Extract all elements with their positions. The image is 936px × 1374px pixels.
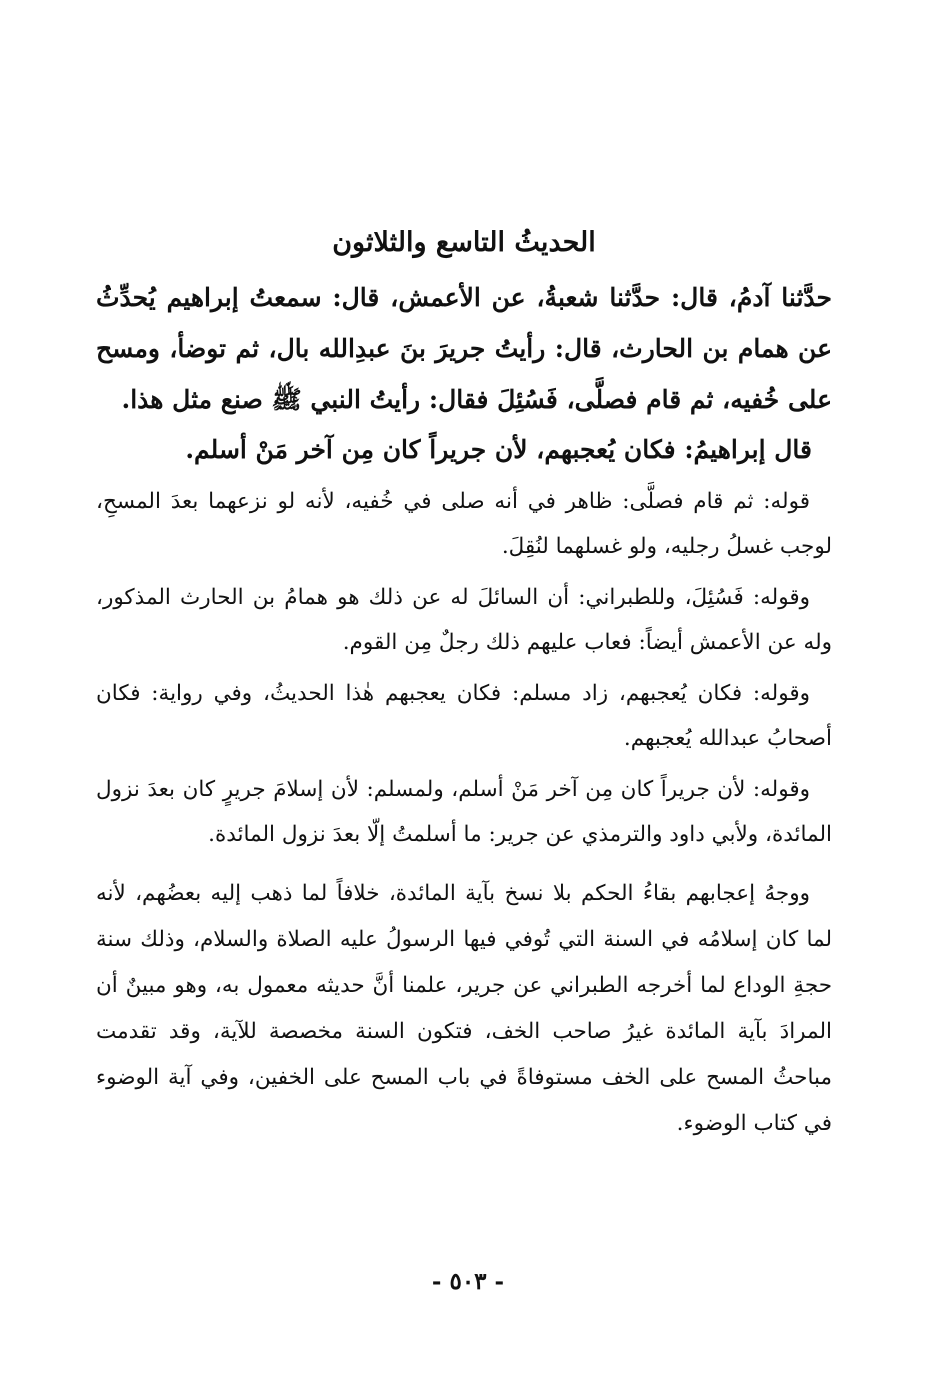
commentary-paragraph-3: وقوله: فكان يُعجبهم، زاد مسلم: فكان يعجبهم هٰذا الحديثُ، وفي رواية: فكان أصحابُ عبدالله يُعجبهم. xyxy=(96,681,832,751)
explanation-paragraph: ووجهُ إعجابهم بقاءُ الحكم بلا نسخ بآية المائدة، خلافاً لما ذهب إليه بعضُهم، لأنه لما كان إسلامُه في السنة التي تُوفي فيها الرسولُ عليه الصلاة والسلام، وذلك سنة حجةِ الوداع لما أخرجه الطبراني عن جرير، علمنا أنَّ حديثه معمول به، وهو مبينٌ أن المرادَ بآية المائدة غيرُ صاحب الخف، فتكون السنة مخصصة للآية، وقد تقدمت مباحثُ المسح على الخف مستوفاةً في باب المسح على الخفين، وفي آية الوضوء في كتاب الوضوء. xyxy=(96,881,832,1136)
page-number: - ٥٠٣ - xyxy=(431,1268,505,1295)
page-body xyxy=(96,218,832,1153)
hadith-text: حدَّثنا آدمُ، قال: حدَّثنا شعبةُ، عن الأعمش، قال: سمعتُ إبراهيم يُحدِّثُ عن همام بن الحارث، قال: رأيتُ جريرَ بنَ عبدِالله بال، ثم توضأ، ومسح على خُفيه، ثم قام فصلَّى، فَسُئِلَ فقال: رأيتُ النبي ﷺ صنع مثل هذا. xyxy=(96,283,832,414)
commentary-paragraph-2: وقوله: فَسُئِلَ، وللطبراني: أن السائلَ له عن ذلك هو همامُ بن الحارث المذكور، وله عن الأعمش أيضاً: فعاب عليهم ذلك رجلٌ مِن القوم. xyxy=(96,585,832,655)
commentary-paragraph-4: وقوله: لأن جريراً كان مِن آخر مَنْ أسلم، ولمسلم: لأن إسلامَ جريرٍ كان بعدَ نزول المائدة، ولأبي داود والترمذي عن جرير: ما أسلمتُ إلّا بعدَ نزول المائدة. xyxy=(96,777,832,847)
ibrahim-saying: قال إبراهيمُ: فكان يُعجبهم، لأن جريراً كان مِن آخر مَنْ أسلم. xyxy=(185,435,812,464)
commentary-paragraph-1: قوله: ثم قام فصلَّى: ظاهر في أنه صلى في خُفيه، لأنه لو نزعهما بعدَ المسحِ، لوجب غسلُ رجليه، ولو غسلهما لنُقِلَ. xyxy=(96,489,832,559)
hadith-title: الحديثُ التاسع والثلاثون xyxy=(332,227,596,258)
